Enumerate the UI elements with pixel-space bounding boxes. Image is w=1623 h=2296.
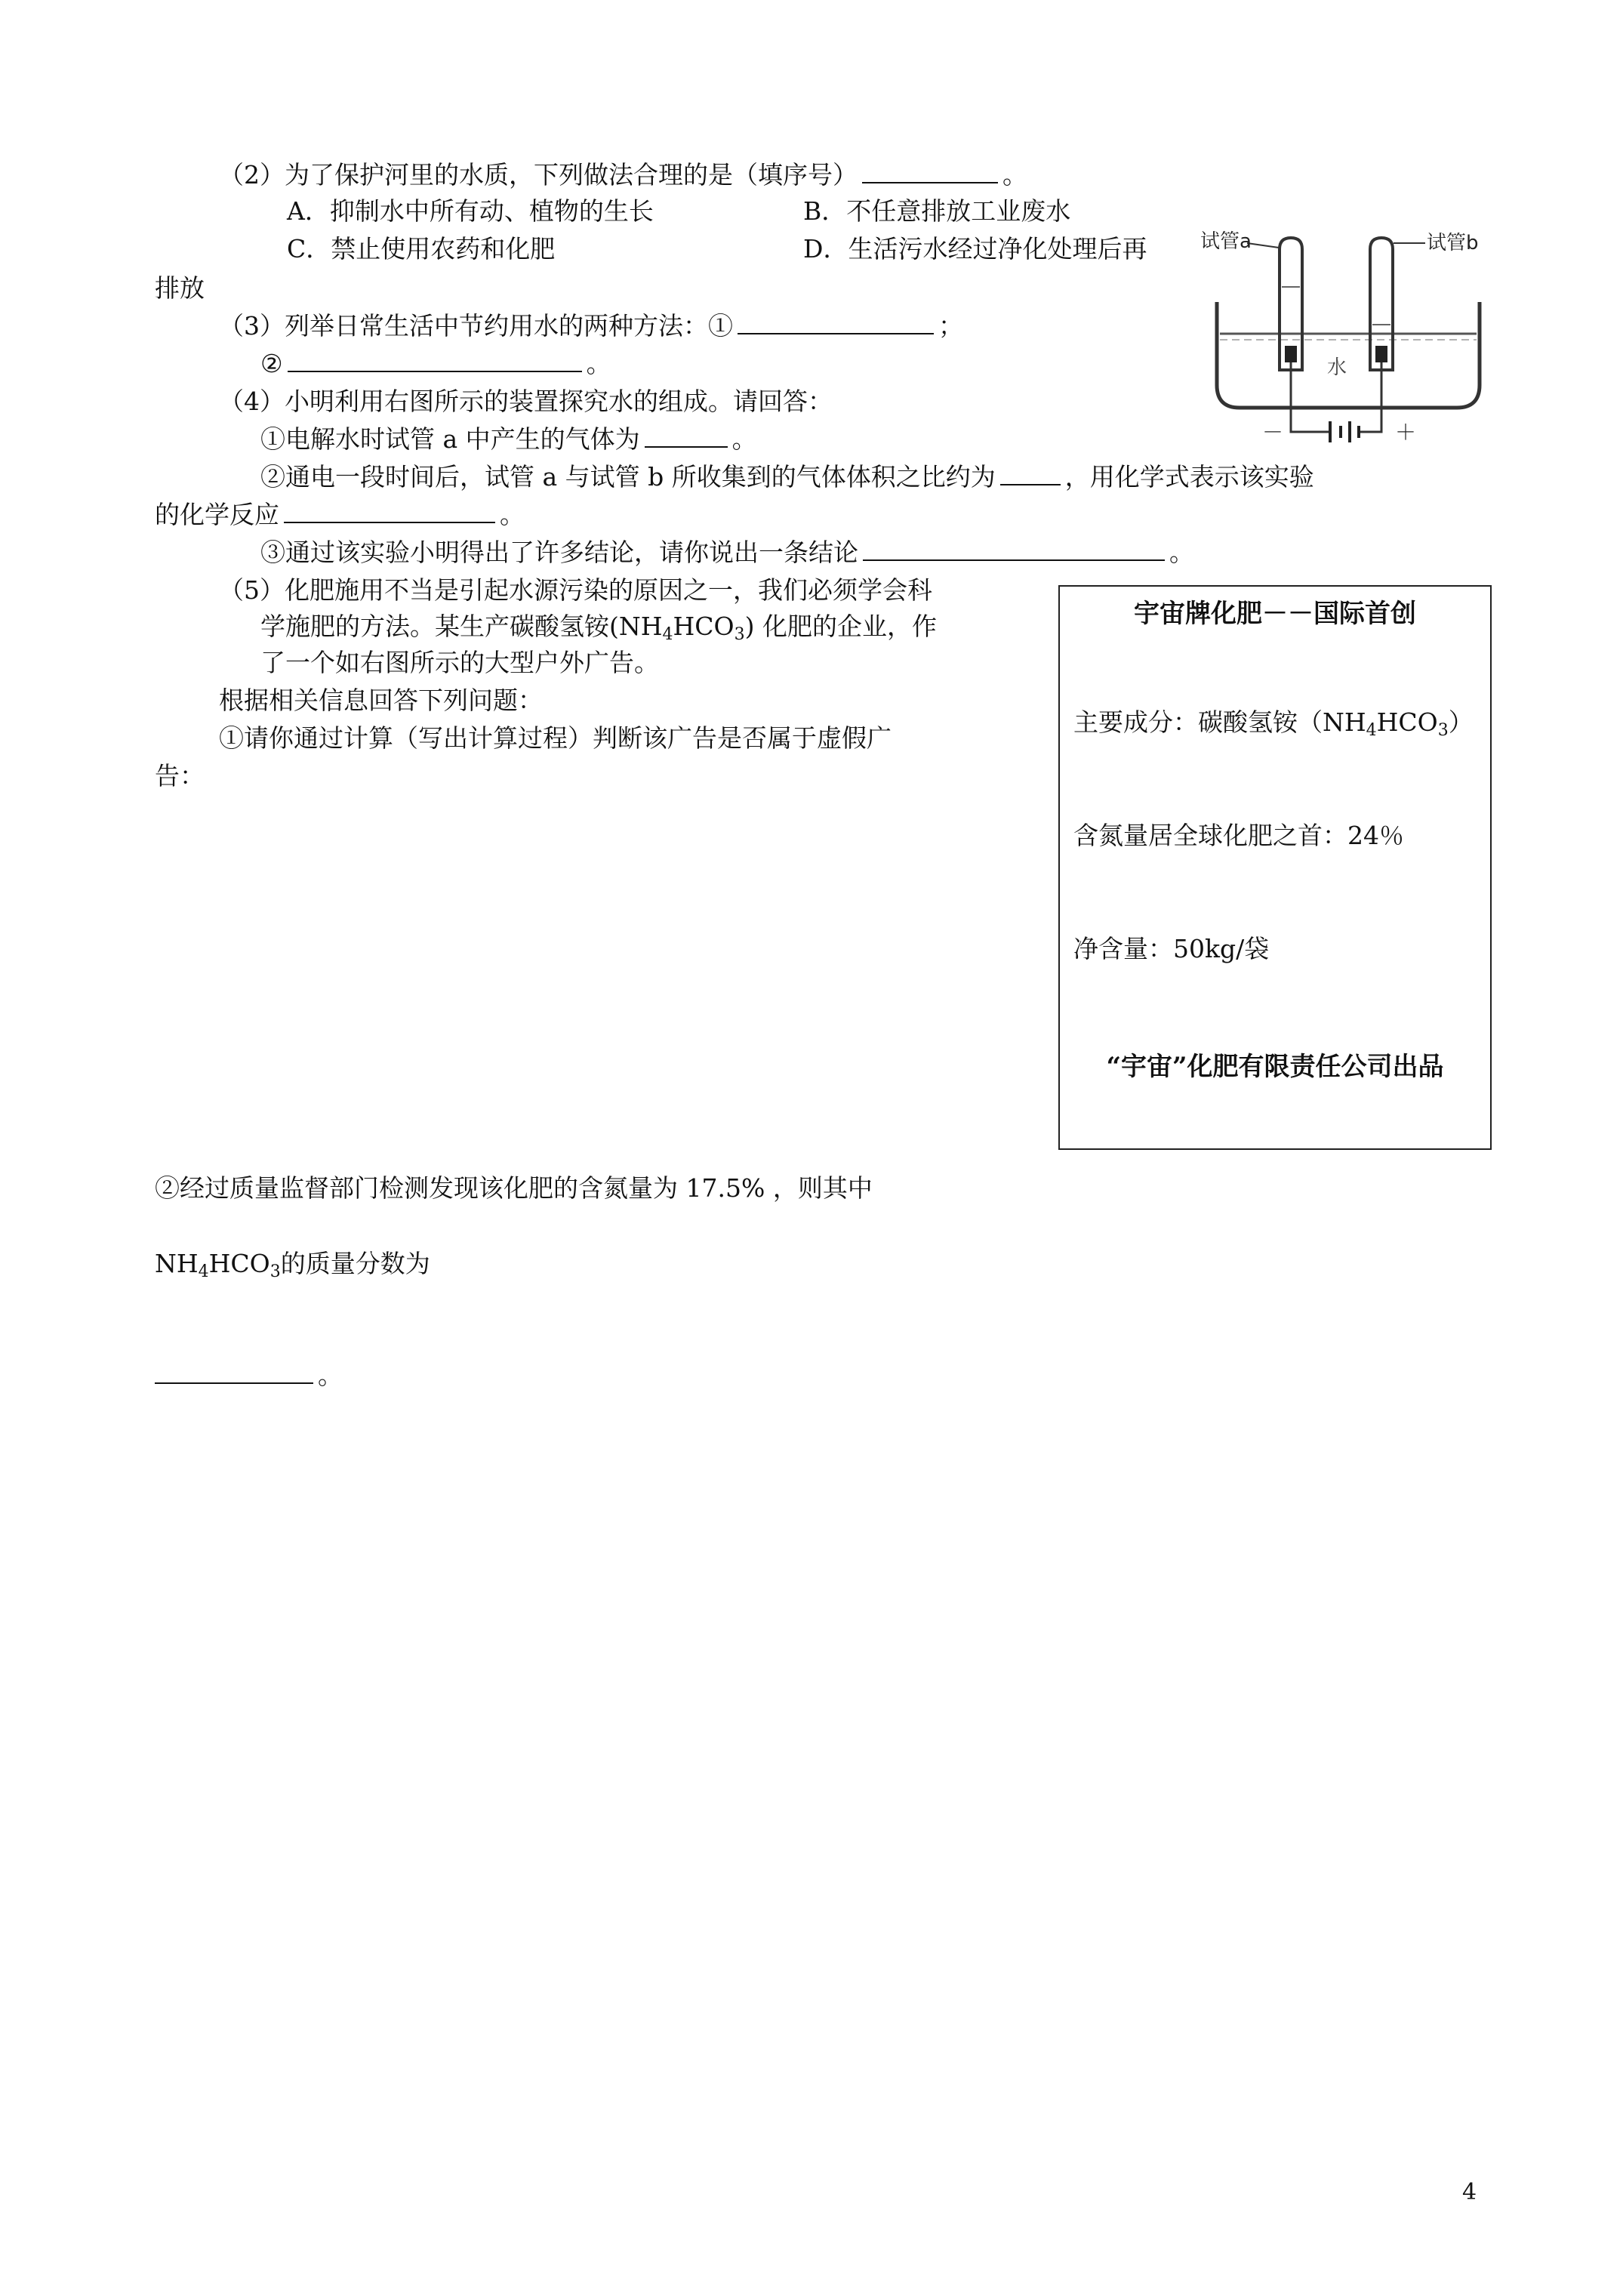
- q4-sub1-end: 。: [731, 424, 757, 454]
- electrolysis-figure: [1200, 219, 1502, 445]
- q5-line-8b: HCO: [208, 1249, 270, 1278]
- q4-answer-blank-1[interactable]: [645, 424, 728, 448]
- q3-stem-line: [219, 310, 963, 343]
- q4-stem: （4）小明利用右图所示的装置探究水的组成。请回答：: [219, 387, 833, 416]
- q2-end: 。: [1002, 160, 1027, 190]
- q5-line-4: 根据相关信息回答下列问题：: [219, 686, 543, 715]
- q2-option-c: C．禁止使用农药和化肥: [287, 234, 556, 264]
- q5-line-9-end: 。: [318, 1361, 343, 1390]
- q3-second: ②: [260, 349, 283, 378]
- ad-manufacturer: “宇宙”化肥有限责任公司出品: [1106, 1052, 1444, 1082]
- ad-nitrogen-content: 含氮量居全球化肥之首：24％: [1073, 821, 1404, 850]
- ad-net-weight: 净含量：50kg/袋: [1073, 934, 1270, 963]
- q5-answer-blank[interactable]: [155, 1360, 313, 1384]
- negative-terminal-label: －: [1262, 420, 1284, 445]
- q2-stem-line: [219, 159, 1027, 192]
- q3-second-line: [260, 347, 611, 381]
- q4-answer-blank-2[interactable]: [1000, 461, 1061, 485]
- q5-line-7: ②经过质量监督部门检测发现该化肥的含氮量为 17.5% ，则其中: [155, 1173, 873, 1203]
- ad-comp-b: HCO: [1376, 707, 1438, 737]
- ad-main-component: [1073, 706, 1474, 739]
- page-number: 4: [1462, 2179, 1477, 2205]
- q2-answer-blank[interactable]: [862, 159, 998, 183]
- ad-comp-sub3: 3: [1437, 721, 1449, 740]
- q4-sub3: ③通过该实验小明得出了许多结论，请你说出一条结论: [260, 538, 858, 567]
- q5-line-2a: 学施肥的方法。某生产碳酸氢铵(NH: [260, 612, 663, 641]
- q2-option-d: D．生活污水经过净化处理后再: [803, 234, 1147, 264]
- fertilizer-advertisement: [1058, 585, 1492, 1150]
- q5-line-2c: ) 化肥的企业，作: [744, 612, 937, 641]
- q4-answer-blank-4[interactable]: [863, 537, 1165, 561]
- q5-line-6: 告：: [155, 761, 205, 791]
- ad-comp-a: 主要成分：碳酸氢铵（NH: [1073, 707, 1366, 737]
- q3-answer-blank-2[interactable]: [288, 348, 582, 372]
- q4-sub1: ①电解水时试管 a 中产生的气体为: [260, 424, 640, 454]
- q4-answer-blank-3[interactable]: [284, 499, 495, 523]
- q5-line-3: 了一个如右图所示的大型户外广告。: [260, 648, 659, 677]
- q5-line-9: [155, 1359, 343, 1392]
- ad-title: 宇宙牌化肥－－国际首创: [1134, 599, 1416, 629]
- q4-sub3-end: 。: [1169, 538, 1194, 567]
- q4-sub2-end: 。: [500, 500, 525, 529]
- q5-line-8-sub4: 4: [198, 1262, 209, 1281]
- q4-sub2-cont-line: [155, 498, 525, 532]
- tube-a-label: 试管a: [1200, 230, 1252, 253]
- q3-semicolon: ；: [938, 311, 963, 341]
- q5-sub3: 3: [734, 625, 745, 644]
- q5-line-8: [155, 1247, 430, 1281]
- ad-comp-c: ）: [1448, 707, 1474, 737]
- q4-sub2: ②通电一段时间后，试管 a 与试管 b 所收集到的气体体积之比约为: [260, 462, 996, 492]
- q4-sub1-line: [260, 423, 757, 456]
- q3-stem: （3）列举日常生活中节约用水的两种方法：①: [219, 311, 733, 341]
- water-label: 水: [1327, 356, 1347, 379]
- q3-end: 。: [586, 349, 611, 378]
- positive-terminal-label: ＋: [1395, 420, 1417, 445]
- q5-line-8-sub3: 3: [269, 1262, 281, 1281]
- q2-option-b: B．不任意排放工业废水: [803, 196, 1071, 226]
- q4-sub2-mid: ，用化学式表示该实验: [1064, 462, 1314, 492]
- q5-line-2: [260, 610, 937, 643]
- q5-sub4: 4: [662, 625, 673, 644]
- q5-line-2b: HCO: [673, 612, 735, 641]
- q5-line-5: ①请你通过计算（写出计算过程）判断该广告是否属于虚假广: [219, 723, 892, 753]
- q5-line-1: （5）化肥施用不当是引起水源污染的原因之一，我们必须学会科: [219, 575, 932, 605]
- tube-b-label: 试管b: [1427, 232, 1479, 254]
- q5-line-8a: NH: [155, 1249, 199, 1278]
- ad-comp-sub4: 4: [1366, 721, 1377, 740]
- q4-sub2-line: [260, 461, 1314, 494]
- q3-answer-blank-1[interactable]: [738, 310, 934, 334]
- q4-sub2-cont: 的化学反应: [155, 500, 279, 529]
- q2-option-a: A．抑制水中所有动、植物的生长: [287, 196, 654, 226]
- electrolysis-diagram: [1200, 219, 1502, 445]
- q2-option-d-cont: 排放: [155, 273, 205, 303]
- q2-stem: （2）为了保护河里的水质，下列做法合理的是（填序号）: [219, 160, 858, 190]
- q5-line-8c: 的质量分数为: [280, 1249, 430, 1278]
- q4-sub3-line: [260, 536, 1194, 569]
